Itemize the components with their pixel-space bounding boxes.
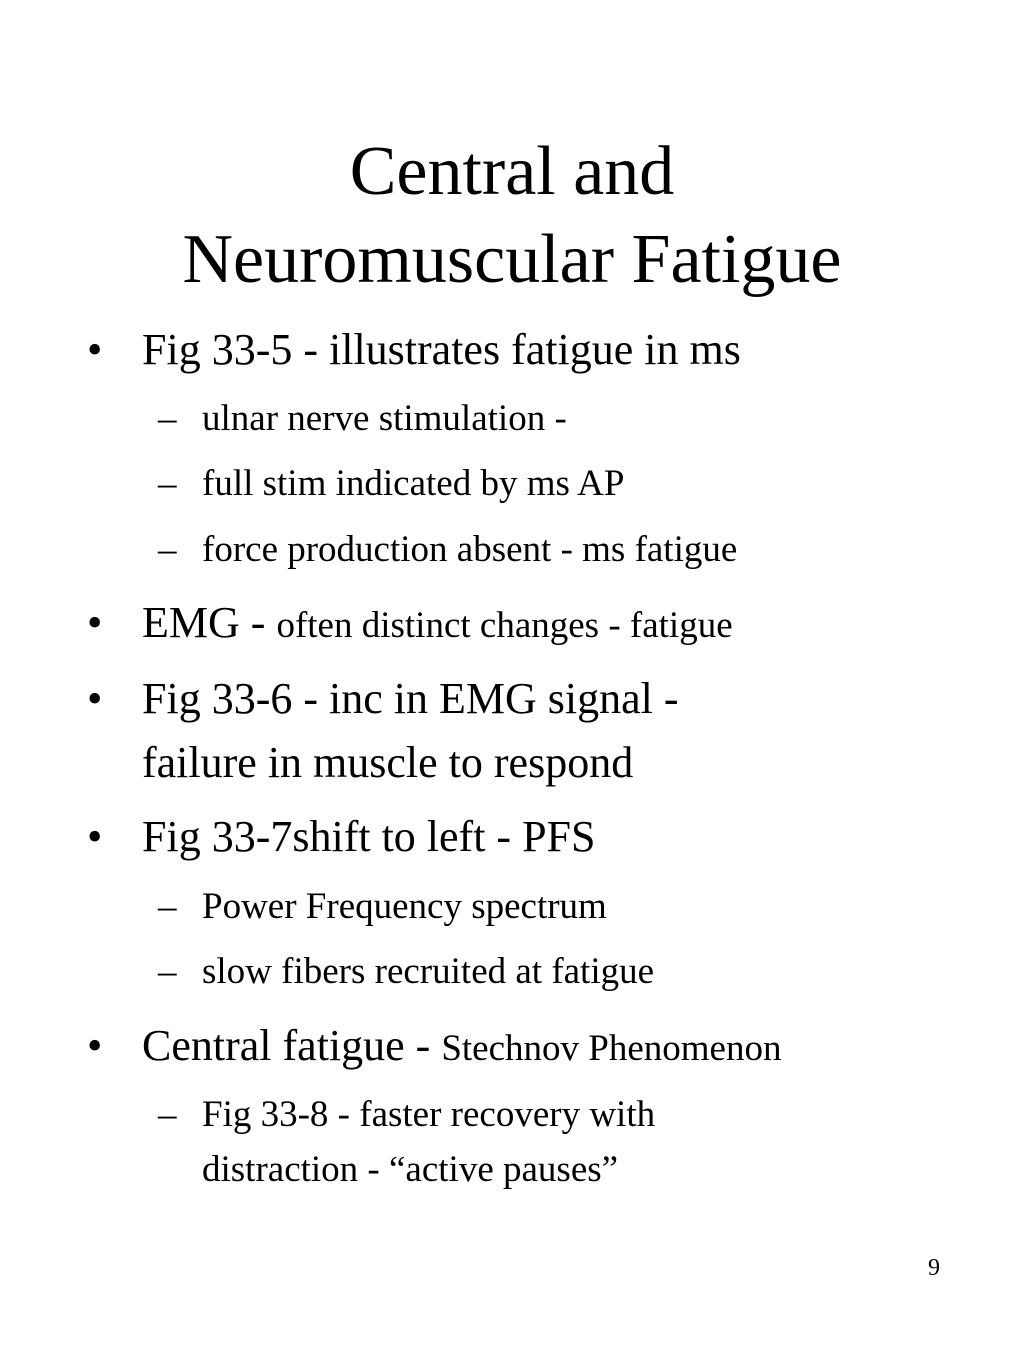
sub-bullet-text: Power Frequency spectrum [202,886,607,927]
bullet-text-line-1: Fig 33-6 - inc in EMG signal - [142,674,679,723]
dash-marker: – [158,1094,177,1135]
bullet-marker: • [87,1021,103,1070]
bullet-text-main: EMG - [142,598,277,647]
bullet-text-line-2: failure in muscle to respond [142,738,634,787]
sub-bullet-text: force production absent - ms fatigue [202,529,738,570]
bullet-text-main: Central fatigue - [142,1021,442,1070]
bullet-marker: • [87,674,103,723]
bullet-text-suffix: often distinct changes - fatigue [276,605,733,646]
dash-marker: – [158,398,177,439]
bullet-text-suffix: Stechnov Phenomenon [441,1028,782,1069]
sub-bullet-text: full stim indicated by ms AP [202,463,625,504]
dash-marker: – [158,951,177,992]
sub-bullet-text-line-1: Fig 33-8 - faster recovery with [202,1094,656,1135]
bullet-marker: • [87,325,103,374]
page-number: 9 [928,1255,940,1281]
bullet-text: Fig 33-7shift to left - PFS [142,812,596,861]
dash-marker: – [158,529,177,570]
bullet-text [142,1016,781,1079]
bullet-marker: • [87,598,103,647]
sub-bullet-text: slow fibers recruited at fatigue [202,951,655,992]
bullet-text [142,593,733,656]
dash-marker: – [158,886,177,927]
bullet-marker: • [87,812,103,861]
slide-title-line-2: Neuromuscular Fatigue [182,221,842,298]
slide-title-line-1: Central and [349,133,675,210]
dash-marker: – [158,463,177,504]
sub-bullet-text-line-2: distraction - “active pauses” [202,1149,619,1190]
sub-bullet-text: ulnar nerve stimulation - [202,398,567,439]
bullet-text: Fig 33-5 - illustrates fatigue in ms [142,325,741,374]
slide-title [0,128,1024,304]
